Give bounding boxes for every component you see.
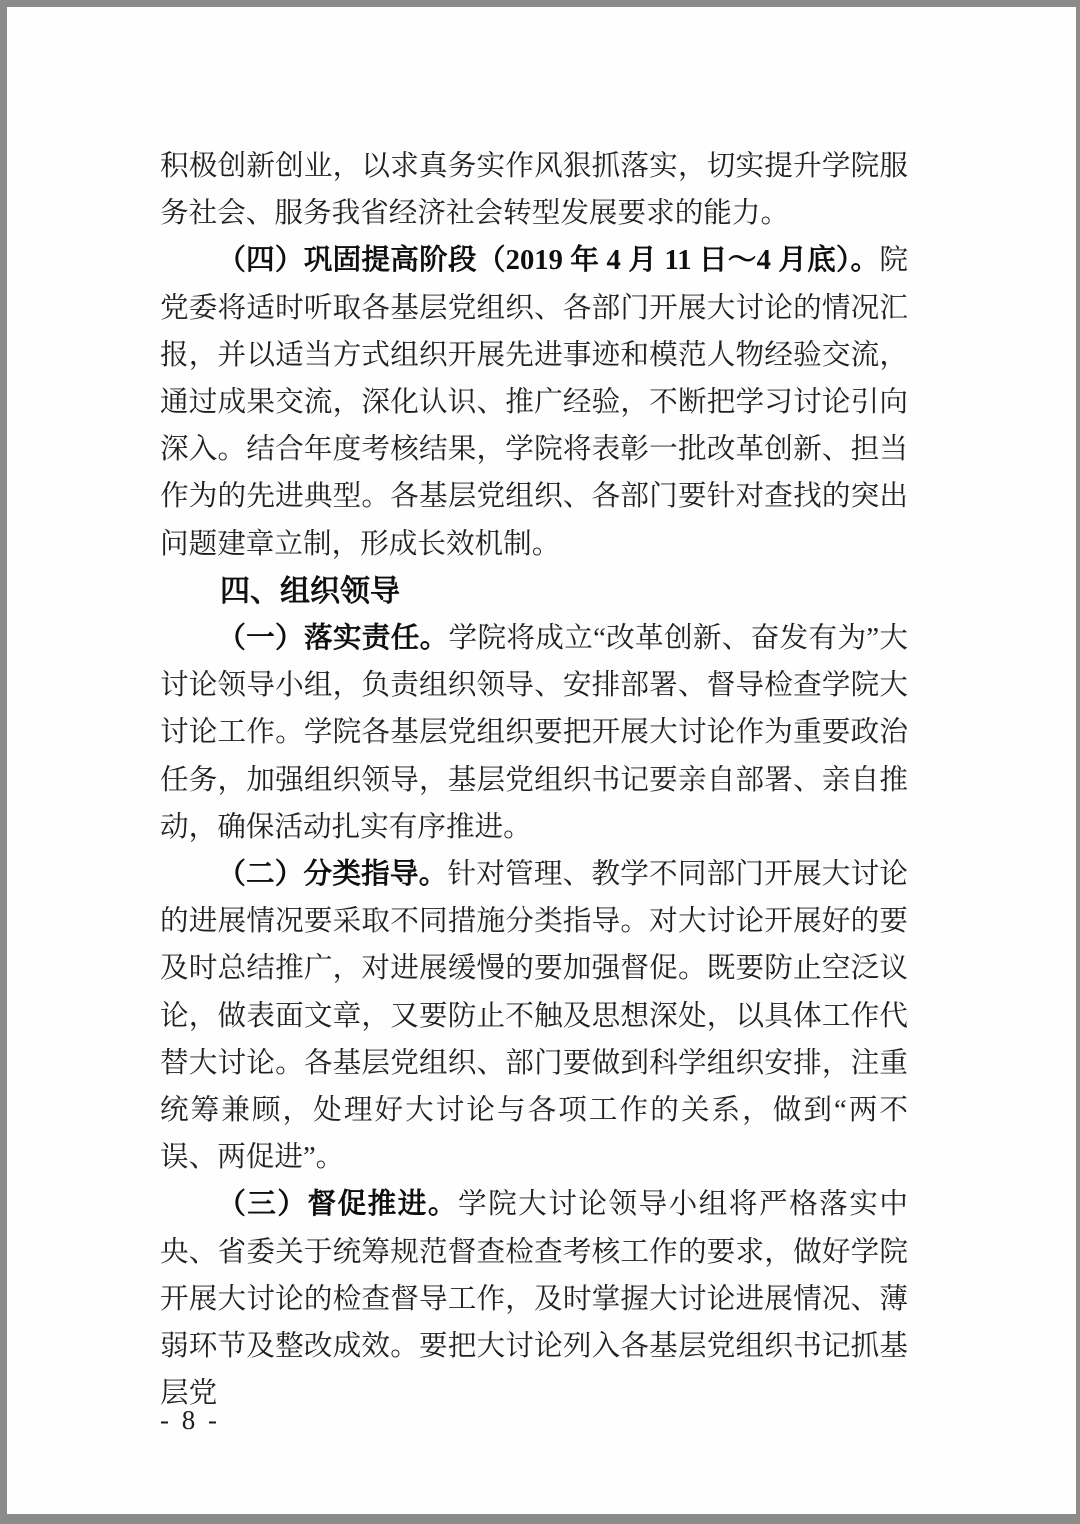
document-page [7, 7, 1076, 1514]
paragraph-lead: （二）分类指导。 [217, 859, 448, 891]
paragraph-item-one [160, 615, 908, 851]
paragraph-lead: （一）落实责任。 [217, 623, 449, 655]
paragraph-stage-four [160, 237, 908, 567]
paragraph-lead: （三）督促推进。 [217, 1189, 458, 1221]
paragraph-text: 针对管理、教学不同部门开展大讨论的进展情况要采取不同措施分类指导。对大讨论开展好的要及时总结推广，对进展缓慢的要加强督促。既要防止空泛议论，做表面文章，又要防止不触及思想深处，以具体工作代替大讨论。各基层党组织、部门要做到科学组织安排，注重统筹兼顾，处理好大讨论与各项工作的关系，做到“两不误、两促进”。 [160, 859, 908, 1174]
paragraph-text: 学院大讨论领导小组将严格落实中央、省委关于统筹规范督查检查考核工作的要求，做好学院开展大讨论的检查督导工作，及时掌握大讨论进展情况、薄弱环节及整改成效。要把大讨论列入各基层党组织书记抓基层党 [160, 1189, 908, 1410]
paragraph-item-two [160, 851, 908, 1181]
page-number: - 8 - [160, 1405, 220, 1435]
paragraph-text: 院党委将适时听取各基层党组织、各部门开展大讨论的情况汇报，并以适当方式组织开展先进事迹和模范人物经验交流，通过成果交流，深化认识、推广经验，不断把学习讨论引向深入。结合年度考核结果，学院将表彰一批改革创新、担当作为的先进典型。各基层党组织、各部门要针对查找的突出问题建章立制，形成长效机制。 [160, 245, 908, 560]
document-body [160, 143, 908, 1417]
paragraph-item-three [160, 1181, 908, 1417]
section-heading-text: 四、组织领导 [220, 574, 400, 608]
paragraph-text: 学院将成立“改革创新、奋发有为”大讨论领导小组，负责组织领导、安排部署、督导检查学院大讨论工作。学院各基层党组织要把开展大讨论作为重要政治任务，加强组织领导，基层党组织书记要亲自部署、亲自推动，确保活动扎实有序推进。 [160, 623, 908, 843]
paragraph-lead: （四）巩固提高阶段（2019 年 4 月 11 日～4 月底）。 [217, 245, 880, 277]
paragraph-intro-continuation [160, 143, 908, 237]
section-heading-organization-leadership [160, 568, 908, 615]
paragraph-text: 积极创新创业，以求真务实作风狠抓落实，切实提升学院服务社会、服务我省经济社会转型发展要求的能力。 [160, 151, 908, 230]
